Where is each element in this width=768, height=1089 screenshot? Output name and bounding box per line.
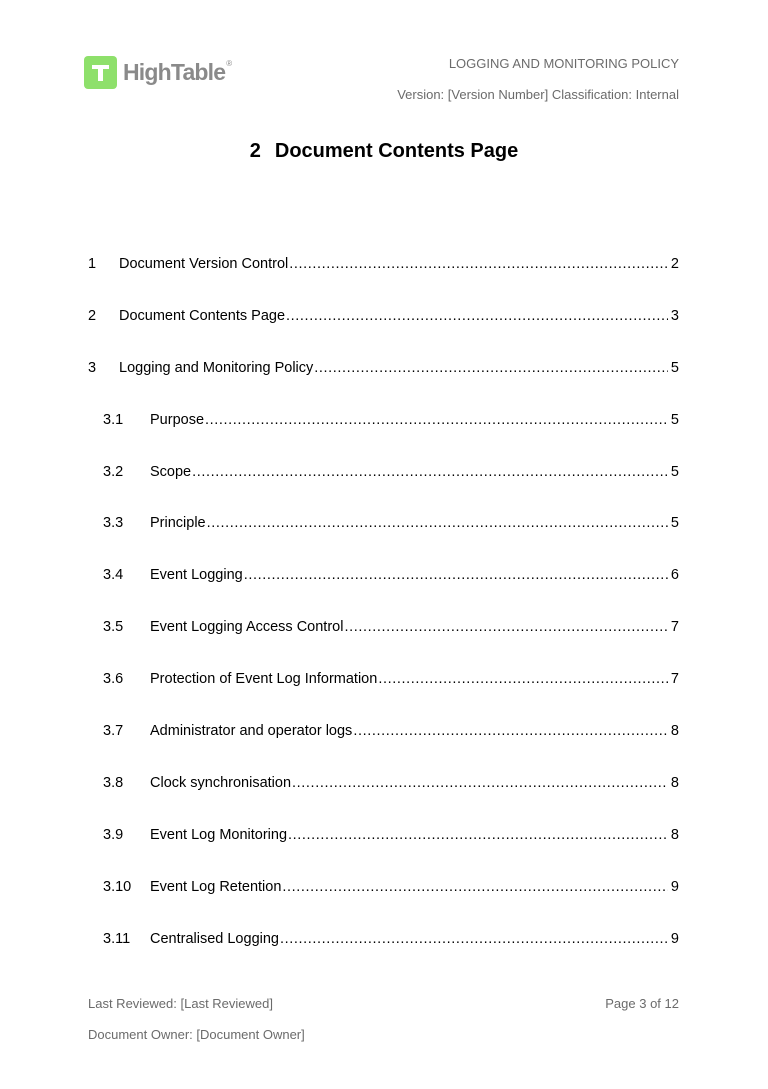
toc-entry-title: Administrator and operator logs: [150, 723, 353, 740]
toc-entry[interactable]: [88, 931, 679, 983]
toc-dot-leader: [280, 931, 668, 947]
toc-entry-title: Logging and Monitoring Policy: [119, 359, 314, 376]
toc-entry[interactable]: [88, 412, 679, 464]
toc-entry-page: 5: [670, 359, 679, 376]
toc-entry[interactable]: [88, 723, 679, 775]
toc-dot-leader: [207, 515, 668, 531]
toc-dot-leader: [289, 256, 668, 272]
toc-dot-leader: [286, 308, 668, 324]
toc-dot-leader: [344, 619, 667, 635]
toc-dot-leader: [378, 671, 668, 687]
toc-entry-page: 5: [670, 463, 679, 480]
toc-entry[interactable]: [88, 360, 679, 412]
hightable-logo-icon: [84, 56, 117, 89]
toc-entry-page: 6: [670, 567, 679, 584]
toc-dot-leader: [205, 412, 668, 428]
toc-entry-number: 3.9: [103, 826, 124, 843]
toc-entry-number: 3.2: [103, 463, 124, 480]
toc-entry-number: 3.8: [103, 774, 124, 791]
toc-entry-title: Event Logging Access Control: [150, 619, 344, 636]
toc-entry-number: 3.3: [103, 515, 124, 532]
toc-entry-page: 2: [670, 256, 679, 272]
document-owner: Document Owner: [Document Owner]: [88, 1027, 305, 1042]
toc-entry-title: Event Logging: [150, 567, 243, 584]
toc-entry-title: Document Version Control: [119, 256, 289, 272]
last-reviewed: Last Reviewed: [Last Reviewed]: [88, 996, 273, 1011]
toc-entry-page: 8: [670, 723, 679, 740]
toc-entry-number: 3.6: [103, 671, 124, 688]
toc-entry-page: 5: [670, 515, 679, 532]
version-classification-line: Version: [Version Number] Classification: Internal: [397, 87, 679, 102]
toc-dot-leader: [282, 879, 668, 895]
toc-entry[interactable]: [88, 827, 679, 879]
toc-entry-number: 3.7: [103, 723, 124, 740]
toc-entry-title: Protection of Event Log Information: [150, 671, 378, 688]
toc-entry[interactable]: [88, 567, 679, 619]
toc-dot-leader: [314, 360, 668, 376]
table-of-contents: [88, 256, 679, 982]
toc-dot-leader: [288, 827, 668, 843]
toc-dot-leader: [244, 567, 668, 583]
toc-entry-title: Document Contents Page: [119, 307, 286, 324]
toc-entry[interactable]: [88, 671, 679, 723]
toc-entry-number: 3.1: [103, 411, 124, 428]
heading-number: 2: [249, 140, 261, 162]
toc-entry-number: 2: [88, 307, 97, 324]
toc-entry-page: 5: [670, 411, 679, 428]
toc-entry-number: 3: [88, 359, 97, 376]
hightable-logo: [84, 56, 231, 89]
toc-entry-page: 8: [670, 774, 679, 791]
toc-entry-title: Event Log Retention: [150, 878, 282, 895]
toc-entry-page: 9: [670, 878, 679, 895]
toc-entry-page: 7: [670, 619, 679, 636]
toc-entry[interactable]: [88, 619, 679, 671]
toc-entry[interactable]: [88, 464, 679, 516]
toc-entry-title: Principle: [150, 515, 206, 532]
brand-name: HighTable®: [123, 59, 232, 85]
toc-entry-page: 8: [670, 826, 679, 843]
page-heading: [0, 140, 768, 163]
toc-entry[interactable]: [88, 515, 679, 567]
toc-entry-number: 3.11: [103, 930, 131, 947]
toc-entry[interactable]: [88, 775, 679, 827]
heading-text: Document Contents Page: [274, 140, 519, 162]
toc-entry[interactable]: [88, 879, 679, 931]
toc-entry-number: 1: [88, 256, 97, 272]
toc-entry-title: Centralised Logging: [150, 930, 279, 947]
toc-entry-title: Scope: [150, 463, 192, 480]
toc-entry-page: 3: [670, 307, 679, 324]
toc-entry-title: Purpose: [150, 411, 205, 428]
toc-entry-number: 3.10: [103, 878, 132, 895]
toc-dot-leader: [192, 464, 668, 480]
toc-entry-page: 9: [670, 930, 679, 947]
document-title-header: LOGGING AND MONITORING POLICY: [448, 56, 679, 71]
toc-entry-title: Event Log Monitoring: [150, 826, 288, 843]
page-number: Page 3 of 12: [605, 996, 679, 1011]
toc-entry-title: Clock synchronisation: [150, 774, 292, 791]
toc-entry[interactable]: [88, 256, 679, 308]
toc-entry-number: 3.5: [103, 619, 124, 636]
toc-entry[interactable]: [88, 308, 679, 360]
toc-entry-number: 3.4: [103, 567, 124, 584]
toc-dot-leader: [353, 723, 668, 739]
toc-dot-leader: [292, 775, 668, 791]
toc-entry-page: 7: [670, 671, 679, 688]
